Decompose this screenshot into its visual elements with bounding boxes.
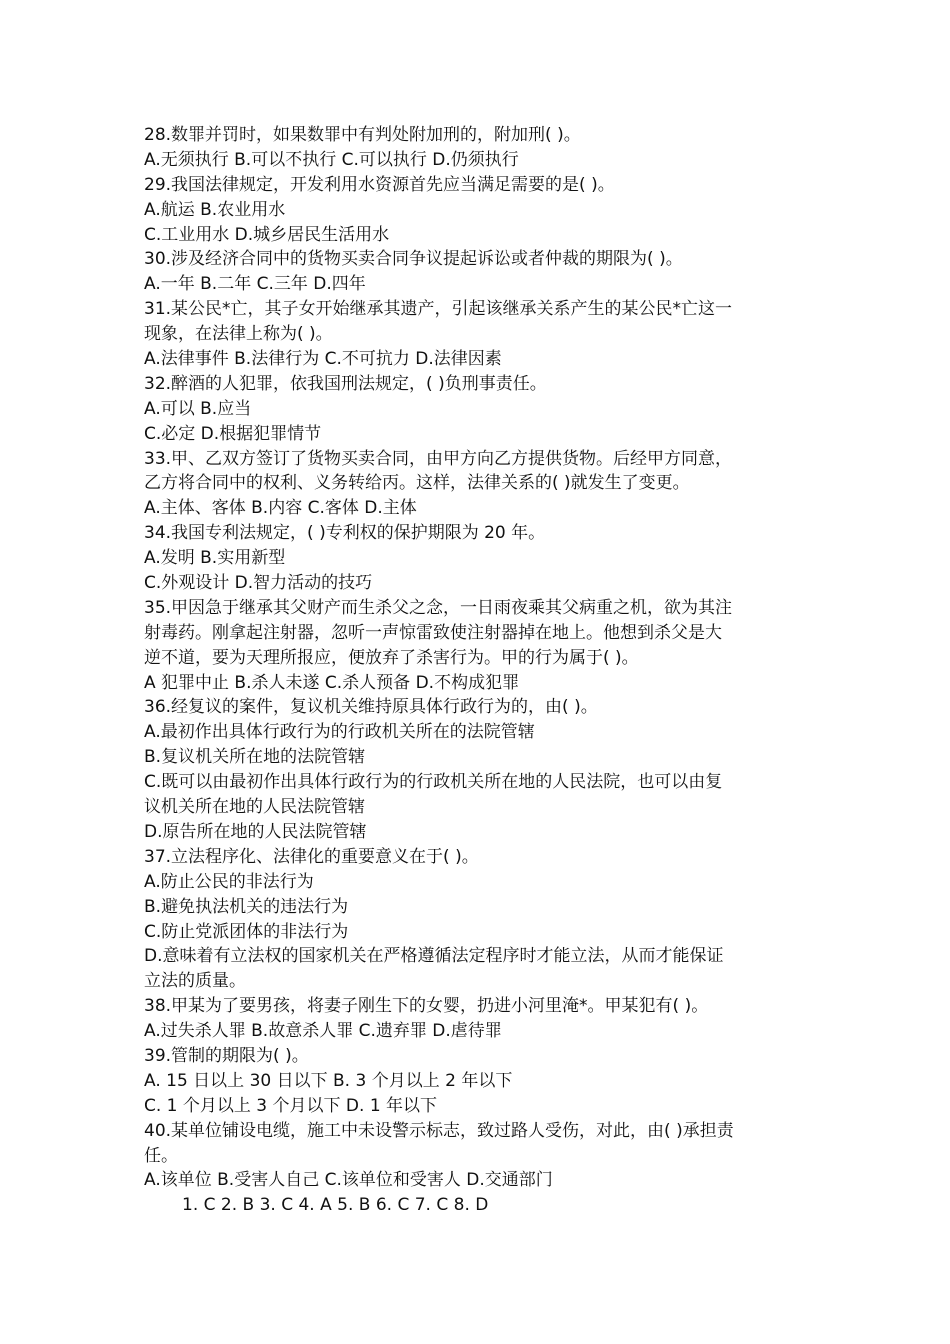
text-line: A.法律事件 B.法律行为 C.不可抗力 D.法律因素: [144, 349, 502, 370]
text-line: 32.醉酒的人犯罪，依我国刑法规定，( )负刑事责任。: [144, 373, 547, 394]
text-line: A.主体、客体 B.内容 C.客体 D.主体: [144, 498, 417, 519]
text-line: 34.我国专利法规定，( )专利权的保护期限为 20 年。: [144, 523, 546, 544]
text-line: A.发明 B.实用新型: [144, 548, 286, 569]
text-line: A 犯罪中止 B.杀人未遂 C.杀人预备 D.不构成犯罪: [144, 672, 520, 693]
text-line: A.无须执行 B.可以不执行 C.可以执行 D.仍须执行: [144, 149, 519, 170]
text-line: 31.某公民*亡，其子女开始继承其遗产，引起该继承关系产生的某公民*亡这一: [144, 299, 733, 320]
text-line: 现象，在法律上称为( )。: [144, 324, 333, 345]
text-line: C. 1 个月以上 3 个月以下 D. 1 年以下: [144, 1095, 438, 1116]
text-line: 议机关所在地的人民法院管辖: [144, 797, 365, 818]
answer-key: 1. C 2. B 3. C 4. A 5. B 6. C 7. C 8. D: [182, 1195, 489, 1216]
text-line: 36.经复议的案件，复议机关维持原具体行政行为的，由( )。: [144, 697, 598, 718]
text-line: 39.管制的期限为( )。: [144, 1045, 309, 1066]
text-line: 射毒药。刚拿起注射器，忽听一声惊雷致使注射器掉在地上。他想到杀父是大: [144, 622, 722, 643]
text-line: D.意味着有立法权的国家机关在严格遵循法定程序时才能立法，从而才能保证: [144, 946, 724, 967]
text-line: C.必定 D.根据犯罪情节: [144, 423, 322, 444]
text-line: 29.我国法律规定，开发利用水资源首先应当满足需要的是( )。: [144, 174, 615, 195]
text-line: 38.甲某为了要男孩，将妻子刚生下的女婴，扔进小河里淹*。甲某犯有( )。: [144, 996, 709, 1017]
text-line: 37.立法程序化、法律化的重要意义在于( )。: [144, 846, 479, 867]
text-line: A.航运 B.农业用水: [144, 199, 286, 220]
text-line: 乙方将合同中的权利、义务转给丙。这样，法律关系的( )就发生了变更。: [144, 473, 690, 494]
text-line: A. 15 日以上 30 日以下 B. 3 个月以上 2 年以下: [144, 1070, 513, 1091]
text-line: D.原告所在地的人民法院管辖: [144, 821, 367, 842]
text-line: C.防止党派团体的非法行为: [144, 921, 349, 942]
text-line: B.避免执法机关的违法行为: [144, 896, 349, 917]
text-line: C.工业用水 D.城乡居民生活用水: [144, 224, 390, 245]
text-line: 33.甲、乙双方签订了货物买卖合同，由甲方向乙方提供货物。后经甲方同意，: [144, 448, 733, 469]
document-body: [144, 123, 810, 1218]
text-line: A.该单位 B.受害人自己 C.该单位和受害人 D.交通部门: [144, 1170, 553, 1191]
text-line: C.既可以由最初作出具体行政行为的行政机关所在地的人民法院，也可以由复: [144, 772, 723, 793]
text-line: A.一年 B.二年 C.三年 D.四年: [144, 274, 366, 295]
text-line: 逆不道，要为天理所报应，便放弃了杀害行为。甲的行为属于( )。: [144, 647, 639, 668]
text-line: A.防止公民的非法行为: [144, 871, 314, 892]
text-line: 30.涉及经济合同中的货物买卖合同争议提起诉讼或者仲裁的期限为( )。: [144, 249, 683, 270]
text-line: A.最初作出具体行政行为的行政机关所在的法院管辖: [144, 722, 535, 743]
text-line: 立法的质量。: [144, 971, 246, 992]
text-line: 28.数罪并罚时，如果数罪中有判处附加刑的，附加刑( )。: [144, 125, 581, 145]
text-line: 35.甲因急于继承其父财产而生杀父之念，一日雨夜乘其父病重之机，欲为其注: [144, 597, 733, 618]
text-line: B.复议机关所在地的法院管辖: [144, 747, 366, 768]
text-line: A.可以 B.应当: [144, 398, 252, 419]
text-line: A.过失杀人罪 B.故意杀人罪 C.遗弃罪 D.虐待罪: [144, 1021, 502, 1042]
text-line: 任。: [144, 1145, 178, 1166]
text-line: C.外观设计 D.智力活动的技巧: [144, 573, 373, 594]
text-line: 40.某单位铺设电缆，施工中未设警示标志，致过路人受伤，对此，由( )承担责: [144, 1120, 734, 1141]
